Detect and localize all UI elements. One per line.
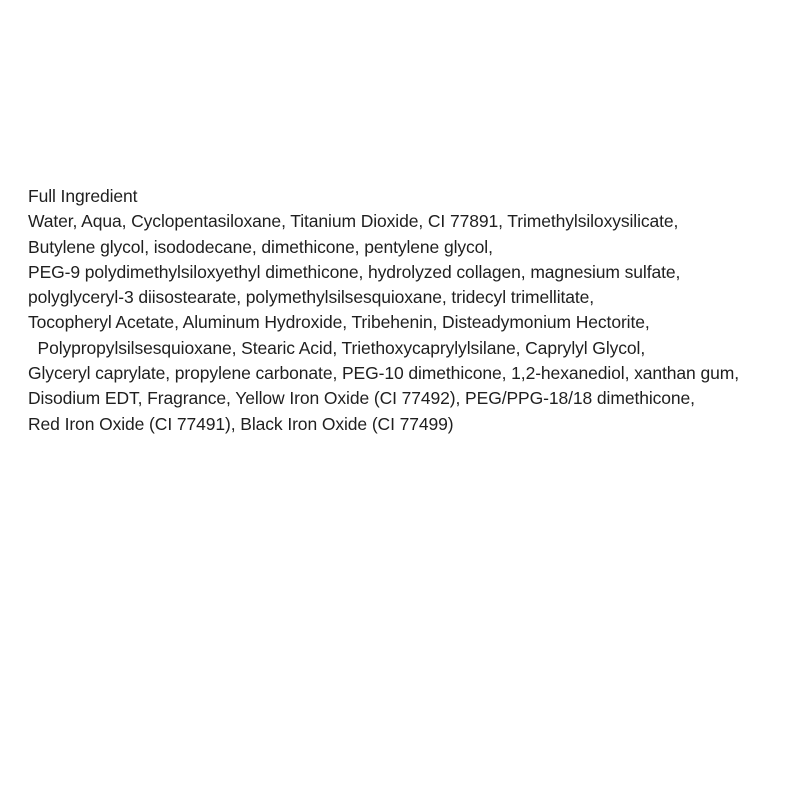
ingredient-line: Red Iron Oxide (CI 77491), Black Iron Oxide (CI 77499) — [28, 413, 454, 434]
ingredient-line: Disodium EDT, Fragrance, Yellow Iron Oxide (CI 77492), PEG/PPG-18/18 dimethicone, — [28, 388, 695, 409]
ingredient-line: Water, Aqua, Cyclopentasiloxane, Titanium Dioxide, CI 77891, Trimethylsiloxysilicate, — [28, 211, 679, 232]
ingredient-line: Tocopheryl Acetate, Aluminum Hydroxide, Tribehenin, Disteadymonium Hectorite, — [28, 312, 650, 333]
ingredient-list — [28, 184, 790, 437]
ingredient-line: Polypropylsilsesquioxane, Stearic Acid, Triethoxycaprylylsilane, Caprylyl Glycol, — [28, 337, 646, 358]
ingredient-list-heading: Full Ingredient — [28, 186, 138, 206]
ingredient-line: PEG-9 polydimethylsiloxyethyl dimethicone, hydrolyzed collagen, magnesium sulfate, — [28, 261, 681, 282]
ingredient-line: polyglyceryl-3 diisostearate, polymethylsilsesquioxane, tridecyl trimellitate, — [28, 287, 595, 308]
ingredient-line: Glyceryl caprylate, propylene carbonate, PEG-10 dimethicone, 1,2-hexanediol, xanthan gum, — [28, 363, 739, 384]
ingredient-line: Butylene glycol, isododecane, dimethicone, pentylene glycol, — [28, 236, 493, 257]
